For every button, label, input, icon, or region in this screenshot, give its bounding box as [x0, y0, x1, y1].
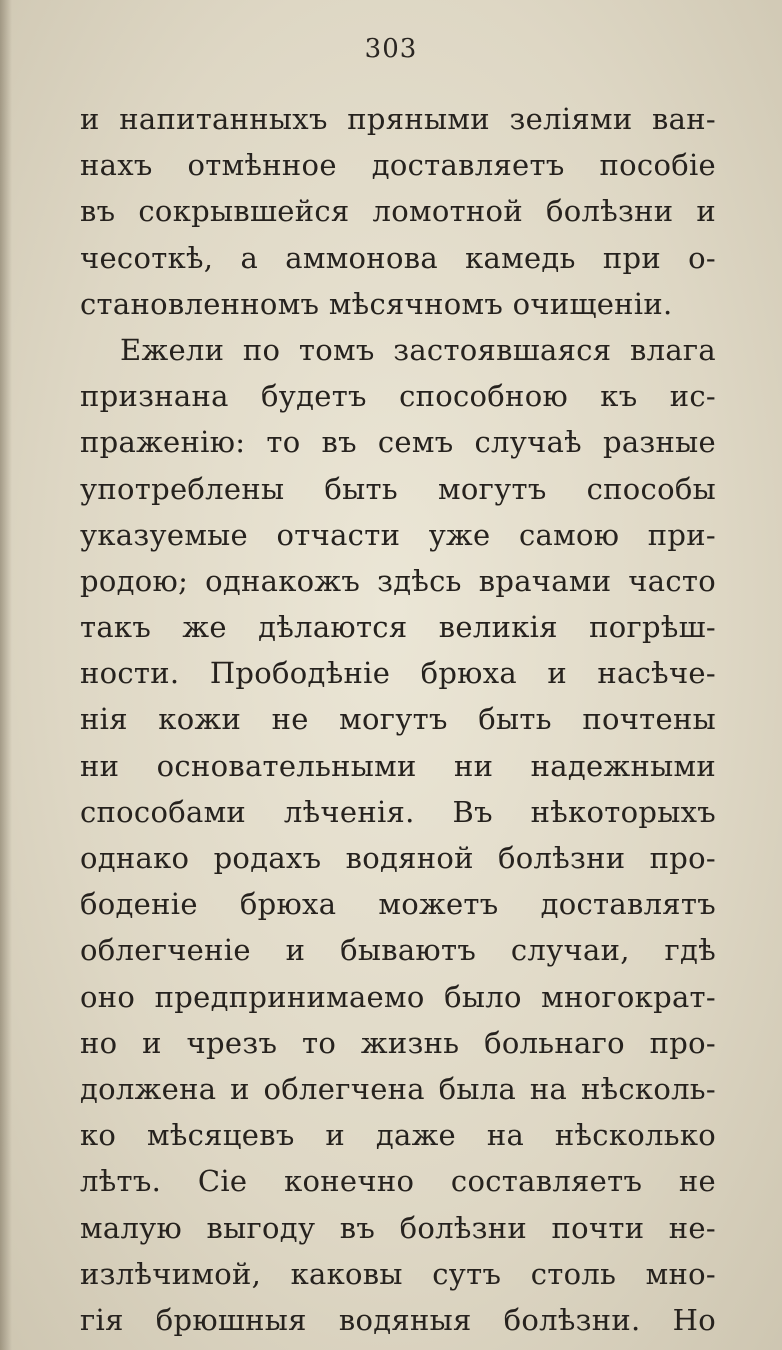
- text-line: родою; однакожъ здѣсь врачами часто: [80, 563, 716, 598]
- text-line: въ сокрывшейся ломотной болѣзни и: [80, 194, 716, 229]
- text-line: облегченіе и бываютъ случаи, гдѣ: [80, 933, 716, 968]
- body-text: [80, 96, 716, 1343]
- text-line: чесоткѣ, а аммонова камедь при о-: [80, 240, 716, 275]
- text-line: употреблены быть могутъ способы: [80, 471, 716, 506]
- text-line: оно предпринимаемо было многократ-: [80, 979, 716, 1014]
- page-number: 303: [364, 34, 418, 64]
- text-line: нія кожи не могутъ быть почтены: [80, 702, 716, 737]
- text-line: такъ же дѣлаются великія погрѣш-: [80, 610, 716, 645]
- text-line: указуемые отчасти уже самою при-: [80, 517, 716, 552]
- text-line: праженію: то въ семъ случаѣ разные: [80, 425, 716, 460]
- text-line: излѣчимой, каковы сутъ столь мно-: [80, 1256, 716, 1291]
- text-line: способами лѣченія. Въ нѣкоторыхъ: [80, 794, 716, 829]
- text-line: становленномъ мѣсячномъ очищеніи.: [80, 286, 673, 321]
- text-line: ни основательными ни надежными: [80, 748, 716, 783]
- text-line: ности. Прободѣніе брюха и насѣче-: [80, 656, 716, 691]
- text-line: признана будетъ способною къ ис-: [80, 379, 716, 414]
- text-line: боденіе брюха можетъ доставлятъ: [80, 887, 716, 922]
- text-line: но и чрезъ то жизнь больнаго про-: [80, 1025, 716, 1060]
- page-gutter-shadow: [0, 0, 12, 1350]
- text-line: и напитанныхъ пряными зеліями ван-: [80, 102, 716, 136]
- text-line: малую выгоду въ болѣзни почти не-: [80, 1210, 716, 1245]
- text-line: лѣтъ. Сіе конечно составляетъ не: [80, 1164, 716, 1199]
- text-line: нахъ отмѣнное доставляетъ пособіе: [80, 148, 716, 183]
- text-line: ко мѣсяцевъ и даже на нѣсколько: [80, 1118, 716, 1153]
- text-line: должена и облегчена была на нѣсколь-: [80, 1071, 716, 1106]
- text-line: однако родахъ водяной болѣзни про-: [80, 841, 716, 875]
- text-line: Ежели по томъ застоявшаяся влага: [120, 332, 716, 367]
- text-line: гія брюшныя водяныя болѣзни. Но: [80, 1302, 716, 1337]
